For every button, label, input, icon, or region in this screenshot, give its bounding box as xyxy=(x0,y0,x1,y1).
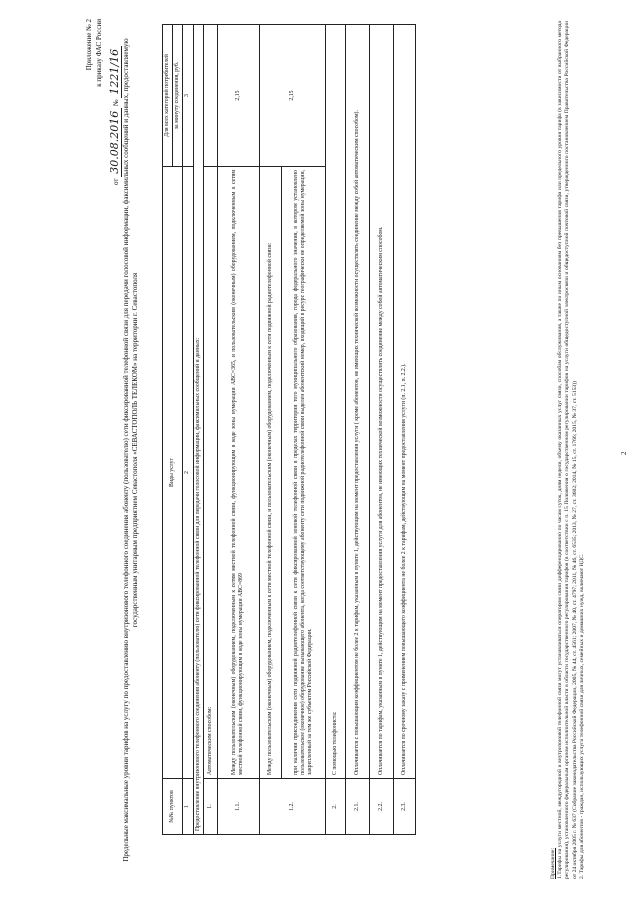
table-row xyxy=(217,25,259,835)
row-text: при наличии присоединения сети подвижной радиотелефонной связи к сети фиксированной зоновой телефонной связи в пределах территории того муниципального образования, города федерального значения, в котором установлено пользовательское (оконечное) оборудование вызывающего абонента, когда соответствующему абоненту сети подвижной радиотелефонной связи выделен абонентский номер, входящий в ресурс географически не определяемой зоны нумерации, закрепленный за тем же субъектом Российской Федерации. xyxy=(281,167,325,779)
col-tariff-header: Для всех категорий потребителей xyxy=(163,25,173,167)
table-row xyxy=(393,25,415,835)
col-num-header: №№ пунктов xyxy=(163,779,183,835)
row-number: 1.1. xyxy=(217,779,259,835)
col-index: 3 xyxy=(183,25,193,167)
row-value: 2,15 xyxy=(259,25,325,167)
col-index: 1 xyxy=(183,779,193,835)
row-text: Между пользовательским (оконечным) оборудованием, подключенным к сетям местной телефонной связи, функционирующим в коде зоны нумерации ABC=365, и пользовательским (оконечным) оборудованием, подключенным к сетям местной телефонной связи, функционирующим в коде зоны нумерации ABC=869 xyxy=(217,167,259,779)
tariff-table xyxy=(162,24,416,835)
rotated-sheet xyxy=(80,15,640,885)
appendix-header xyxy=(84,19,104,109)
row-text: Оплачивается по тарифам, указанным в пункте 1, действующим на момент предоставления услуги для абонентов, не имеющих технической возможности осуществлять соединение между собой автоматическим способом. xyxy=(369,25,393,779)
table-row xyxy=(345,25,369,835)
handwritten-date: 30.08.2016 xyxy=(108,108,122,177)
row-text: С помощью телефониста: xyxy=(325,25,345,779)
row-number: 2.2. xyxy=(369,779,393,835)
row-text: Между пользовательским (оконечным) оборудованием, подключенным к сети местной телефонной связи, и пользовательским (оконечным) оборудованием, подключенным к сети подвижной радиотелефонной связи: xyxy=(259,167,281,779)
table-row xyxy=(325,25,345,835)
notes-block xyxy=(550,21,586,879)
notes-heading: Примечание: xyxy=(550,847,556,879)
row-value: 2,15 xyxy=(217,25,259,167)
row-number: 1.2. xyxy=(259,779,325,835)
section-row xyxy=(193,25,203,835)
row-number: 2.1. xyxy=(345,779,369,835)
index-row xyxy=(183,25,193,835)
row-text: Оплачивается с повышающим коэффициентом не более 2 к тарифам, указанным в пункте 1, действующим на момент предоставления услуги ( кроме абонентов, не имеющих технической возможности осуществлять соединение между собой автоматическим способом). xyxy=(345,25,369,779)
col-service-header: Виды услуг xyxy=(163,167,183,779)
row-text: Автоматическим способом: xyxy=(203,167,217,779)
row-text: Оплачивается по срочному заказу с применением повышающего коэффициента не более 2 к тарифам, действующим на момент предоставления услуги (п. 2.1, п. 2.2.). xyxy=(393,25,415,779)
col-tariff-unit: за минуту соединения, руб. xyxy=(173,25,183,167)
appendix-label: Приложение № 2 xyxy=(85,19,93,71)
table-row xyxy=(203,25,217,835)
page-number: 2 xyxy=(620,451,628,455)
date-prefix: от xyxy=(112,178,120,185)
row-number: 1. xyxy=(203,779,217,835)
note-1: 1.Тарифы на услуги местной, междугородной и внутризоновой телефонной связи могут устанавливаться оператором связи дифференцированно по часам суток, дням недели, объему оказанных услуг связи, способам обслуживания, а также по иным основаниям без превышения тарифа или предельного уровня тарифа (в зависимости от выбранного метода регулирования), установленного федеральным органом исполнительной власти в области государственного регулирования тарифов (в соответствии с п. 15 Положения о государственном регулировании тарифов на услуги общедоступной электросвязи и общедоступной почтовой связи, утвержденного постановлением Правительства Российской Федерации от 24 октября 2005 г. № 637 (Собрание законодательства Российской Федерации, 2005, № 44, ст. 4561; 2007, № 40, ст. 4797; 2011, № 46, ст. 6535; 2013, № 27, ст. 3602; 2014, № 15, ст. 1766; 2015, № 37, ст. 5153)) xyxy=(557,21,578,879)
row-value xyxy=(203,25,217,167)
col-index: 2 xyxy=(183,167,193,779)
table-row xyxy=(259,25,281,835)
row-number: 2. xyxy=(325,779,345,835)
appendix-order: к приказу ФАС России xyxy=(95,19,103,87)
note-2: 2. Тарифы для абонентов - граждан, использующих услуги телефонной связи для личных, семейных и домашних нужд, включают НДС. xyxy=(578,553,585,879)
number-prefix: № xyxy=(112,99,120,107)
row-number: 2.3. xyxy=(393,779,415,835)
document-title: Предельные максимальные уровни тарифов на услугу по предоставлению внутризонового телефонного соединения абоненту (пользователю) сети фиксированной телефонной связи для передачи голосовой информации, факсимильных сообщений и данных, предоставляемую государственным унитарным предприятием Севастополя «СЕВАСТОПОЛЬ ТЕЛЕКОМ» на территории г. Севастополя xyxy=(122,38,140,862)
section-title: Предоставление внутризонового телефонного соединения абоненту (пользователю) сети фиксированной телефонной связи для передачи голосовой информации, факсимильных сообщений и данных: xyxy=(193,25,203,835)
table-row xyxy=(369,25,393,835)
header-row xyxy=(163,25,173,835)
order-date-line xyxy=(108,46,121,185)
handwritten-number: 1221/16 xyxy=(108,46,122,98)
